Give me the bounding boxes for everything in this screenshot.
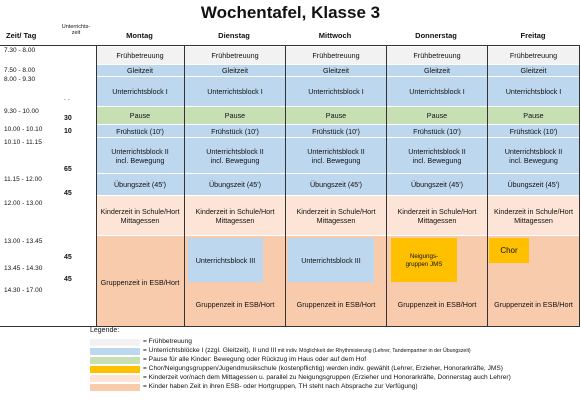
grid-line	[0, 45, 580, 46]
cell-gleitzeit: Gleitzeit	[222, 66, 248, 75]
cell-pause: Pause	[325, 111, 347, 120]
cell-pause: Pause	[426, 111, 448, 120]
cell-text: incl. Bewegung	[509, 155, 558, 165]
cell-fruehbetreuung: Frühbetreuung	[413, 51, 461, 60]
units-value: 45	[64, 254, 72, 261]
cell-unterrichtsblock3: Unterrichtsblock III	[301, 255, 361, 265]
cell-fruehstueck: Frühstück (10')	[312, 126, 360, 136]
cell-unterrichtsblock1: Unterrichtsblock I	[112, 87, 168, 96]
cell-pause: Pause	[224, 111, 246, 120]
cell-text: incl. Bewegung	[311, 155, 361, 165]
cell-text: Unterrichtsblock II	[408, 146, 466, 156]
cell-text: Kinderzeit in Schule/Hort	[397, 206, 477, 216]
cell-kinderzeit	[185, 196, 285, 235]
units-value: 65	[64, 166, 72, 173]
time-label: 13.00 - 13.45	[4, 238, 43, 245]
cell-text: Kinderzeit in Schule/Hort	[195, 206, 275, 216]
cell-text: Mittagessen	[215, 215, 255, 225]
time-label: 7.50 - 8.00	[4, 67, 36, 74]
cell-kinderzeit	[286, 196, 386, 235]
cell-fruehbetreuung: Frühbetreuung	[312, 51, 360, 60]
cell-fruehstueck: Frühstück (10')	[211, 126, 259, 136]
cell-unterrichtsblock2	[96, 138, 184, 173]
units-value: 10	[64, 128, 72, 135]
legend-item: = Chor/Neigungsgruppen/Jugendmusikschule (kostenpflichtig) werden indiv. gewählt (Lehrer, Erzieher, Honorarkräfte, JMS)	[143, 365, 503, 372]
cell-unterrichtsblock2	[387, 138, 487, 173]
cell-unterrichtsblock2	[185, 138, 285, 173]
cell-text: Unterrichtsblock II	[111, 146, 169, 156]
cell-chor: Chor	[500, 246, 518, 255]
cell-unterrichtsblock1: Unterrichtsblock I	[207, 87, 263, 96]
time-label: 10.00 - 10.10	[4, 126, 43, 133]
legend-item: = Kinderzeit vor/nach dem Mittagessen u. parallel zu Neigungsgruppen (Erzieher und Honorarkräfte, Donnerstag auch Lehrer)	[143, 374, 511, 381]
legend-item	[143, 347, 471, 355]
cell-unterrichtsblock1: Unterrichtsblock I	[308, 87, 364, 96]
cell-unterrichtsblock3: Unterrichtsblock III	[195, 255, 256, 265]
cell-gleitzeit: Gleitzeit	[424, 66, 450, 75]
cell-text: Mittagessen	[417, 215, 457, 225]
cell-text: Kinderzeit in Schule/Hort	[296, 206, 376, 216]
cell-unterrichtsblock2	[488, 138, 579, 173]
cell-pause: Pause	[523, 111, 544, 120]
cell-gleitzeit: Gleitzeit	[323, 66, 349, 75]
cell-text: Unterrichtsblock II	[504, 146, 563, 156]
cell-text: incl. Bewegung	[210, 155, 260, 165]
cell-neigungsgruppen	[391, 246, 457, 276]
units-value: 45	[64, 190, 72, 197]
time-label: 13.45 - 14.30	[4, 265, 43, 272]
day-header-mittwoch: Mittwoch	[318, 31, 352, 40]
cell-uebungszeit: Übungszeit (45')	[208, 180, 262, 189]
legend-title: Legende:	[90, 327, 120, 334]
legend-item: = Kinder haben Zeit in ihren ESB- oder Hortgruppen, TH steht nach Absprache zur Verfügung)	[143, 383, 418, 390]
cell-text: Unterrichtsblock II	[307, 146, 365, 156]
cell-fruehbetreuung: Frühbetreuung	[211, 51, 259, 60]
cell-kinderzeit	[387, 196, 487, 235]
cell-text: incl. Bewegung	[412, 155, 462, 165]
cell-uebungszeit: Übungszeit (45')	[410, 180, 464, 189]
cell-fruehbetreuung: Frühbetreuung	[509, 51, 558, 60]
cell-unterrichtsblock1: Unterrichtsblock I	[409, 87, 465, 96]
cell-kinderzeit	[96, 196, 184, 235]
time-label: 12.00 - 13.00	[4, 200, 43, 207]
legend-swatch	[90, 375, 140, 382]
cell-gruppenzeit: Gruppenzeit in ESB/Hort	[296, 299, 376, 309]
cell-text: Mittagessen	[120, 215, 160, 225]
time-label: 8.00 - 9.30	[4, 76, 36, 83]
grid-line	[579, 45, 580, 326]
cell-fruehbetreuung: Frühbetreuung	[116, 51, 164, 60]
cell-text: Kinderzeit in Schule/Hort	[493, 206, 574, 216]
cell-gruppenzeit: Gruppenzeit in ESB/Hort	[195, 299, 275, 309]
legend-swatch	[90, 339, 140, 346]
time-label: 14.30 - 17.00	[4, 287, 43, 294]
time-column-header: Zeit/ Tag	[6, 31, 37, 40]
time-label: 7.30 - 8.00	[4, 47, 36, 54]
cell-text: Neigungs-	[409, 253, 439, 260]
units-column-header: Unterrichts- zeit	[61, 24, 91, 36]
units-marker: - -	[64, 97, 70, 103]
units-value: 30	[64, 115, 72, 122]
legend-item-note: mit indiv. Möglichkeit der Rhythmisierung (Lehrer, Tandempartner in der Übungszeit)	[276, 348, 471, 354]
cell-unterrichtsblock2	[286, 138, 386, 173]
page-title: Wochentafel, Klasse 3	[200, 3, 381, 22]
day-header-freitag: Freitag	[520, 31, 546, 40]
day-header-dienstag: Dienstag	[218, 31, 250, 40]
cell-uebungszeit: Übungszeit (45')	[507, 180, 560, 189]
grid-line	[0, 326, 580, 327]
cell-text: gruppen JMS	[405, 261, 443, 268]
cell-kinderzeit	[488, 196, 579, 235]
legend-swatch	[90, 384, 140, 391]
cell-uebungszeit: Übungszeit (45')	[309, 180, 363, 189]
time-label: 11.15 - 12.00	[4, 176, 42, 183]
cell-gruppenzeit: Gruppenzeit in ESB/Hort	[100, 277, 180, 287]
day-header-donnerstag: Donnerstag	[415, 31, 457, 40]
legend-swatch	[90, 357, 140, 364]
legend-swatch	[90, 348, 140, 355]
cell-fruehstueck: Frühstück (10')	[116, 126, 164, 136]
cell-pause: Pause	[129, 111, 151, 120]
cell-fruehstueck: Frühstück (10')	[413, 126, 461, 136]
cell-text: Mittagessen	[514, 215, 553, 225]
time-label: 9.30 - 10.00	[4, 108, 39, 115]
cell-unterrichtsblock1: Unterrichtsblock I	[505, 87, 562, 96]
cell-uebungszeit: Übungszeit (45')	[113, 180, 167, 189]
time-label: 10.10 - 11.15	[4, 139, 42, 146]
legend-item: = Frühbetreuung	[143, 338, 192, 345]
cell-text: Mittagessen	[316, 215, 356, 225]
cell-gruppenzeit: Gruppenzeit in ESB/Hort	[397, 299, 477, 309]
cell-gleitzeit: Gleitzeit	[520, 66, 547, 75]
units-value: 45	[64, 276, 72, 283]
cell-text: incl. Bewegung	[115, 155, 165, 165]
cell-gleitzeit: Gleitzeit	[127, 66, 153, 75]
legend-swatch	[90, 366, 140, 373]
legend-item-text: = Unterrichtsblöcke I (zzgl. Gleitzeit), II und III	[143, 347, 277, 354]
day-header-montag: Montag	[126, 31, 153, 40]
cell-fruehstueck: Frühstück (10')	[509, 126, 558, 136]
legend-item: = Pause für alle Kinder: Bewegung oder Rückzug im Haus oder auf dem Hof	[143, 356, 367, 363]
cell-gruppenzeit: Gruppenzeit in ESB/Hort	[494, 299, 573, 309]
cell-text: Kinderzeit in Schule/Hort	[100, 206, 180, 216]
cell-text: Unterrichtsblock II	[206, 146, 264, 156]
